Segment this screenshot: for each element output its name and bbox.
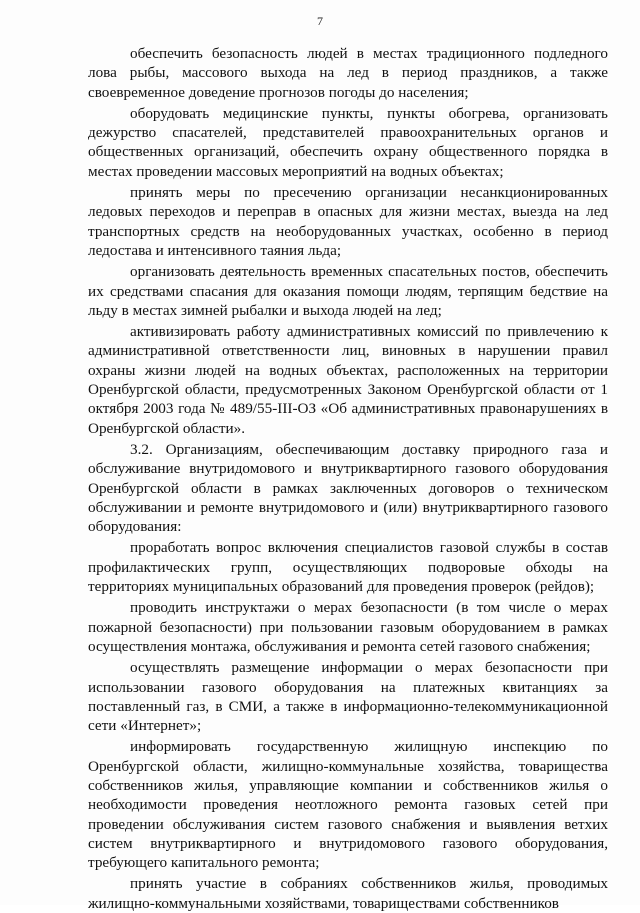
paragraph-ensure-safety: обеспечить безопасность людей в местах традиционного подледного лова рыбы, массового выхода на лед в период праздников, а также своевременное доведение прогнозов погоды до населения;	[88, 45, 608, 101]
paragraph-section-3-2: 3.2. Организациям, обеспечивающим доставку природного газа и обслуживание внутридомового и внутриквартирного газового оборудования Оренбургской области в рамках заключенных договоров о техническом обслуживании и ремонте внутридомового и (или) внутриквартирного газового оборудования:	[88, 440, 608, 536]
paragraph-inform-inspection: информировать государственную жилищную инспекцию по Оренбургской области, жилищно-коммунальные хозяйства, товарищества собственников жилья, управляющие компании и собственников жилья о необходимости проведения неотложного ремонта газовых сетей при проведении обслуживания систем газового снабжения и выявления ветхих систем внутриквартирного и внутридомового газового оборудования, требующего капитального ремонта;	[88, 738, 608, 872]
paragraph-ice-crossings: принять меры по пресечению организации несанкционированных ледовых переходов и переправ в опасных для жизни местах, выезда на лед транспортных средств на необорудованных участках, особенно в период ледостава и интенсивного таяния льда;	[88, 184, 608, 259]
paragraph-rescue-posts: организовать деятельность временных спасательных постов, обеспечить их средствами спасания для оказания помощи людям, терпящим бедствие на льду в местах зимней рыбалки и выхода людей на лед;	[88, 263, 608, 319]
paragraph-gas-specialists: проработать вопрос включения специалистов газовой службы в состав профилактических групп, осуществляющих подворовые обходы на территориях муниципальных образований для проведения проверок (рейдов);	[88, 539, 608, 596]
paragraph-information-placement: осуществлять размещение информации о мерах безопасности при использовании газового оборудования на платежных квитанциях за поставленный газ, в СМИ, а также в информационно-телекоммуникационной сети «Интернет»;	[88, 659, 608, 735]
paragraph-owner-meetings: принять участие в собраниях собственников жилья, проводимых жилищно-коммунальными хозяйствами, товариществами собственников	[88, 875, 608, 912]
paragraph-medical-points: оборудовать медицинские пункты, пункты обогрева, организовать дежурство спасателей, представителей правоохранительных органов и общественных организаций, обеспечить охрану общественного порядка в местах проведении массовых мероприятий на водных объектах;	[88, 104, 608, 180]
page-number: 7	[317, 14, 323, 28]
paragraph-administrative-commissions: активизировать работу административных комиссий по привлечению к административной ответственности лиц, виновных в нарушении правил охраны жизни людей на водных объектах, расположенных на территории Оренбургской области, предусмотренных Законом Оренбургской области от 1 октября 2003 года № 489/55-III-ОЗ «Об административных правонарушениях в Оренбургской области».	[88, 323, 608, 437]
paragraph-safety-briefings: проводить инструктажи о мерах безопасности (в том числе о мерах пожарной безопасности) при пользовании газовым оборудованием в рамках осуществления монтажа, обслуживания и ремонта сетей газового снабжения;	[88, 599, 608, 655]
document-body	[88, 44, 608, 913]
